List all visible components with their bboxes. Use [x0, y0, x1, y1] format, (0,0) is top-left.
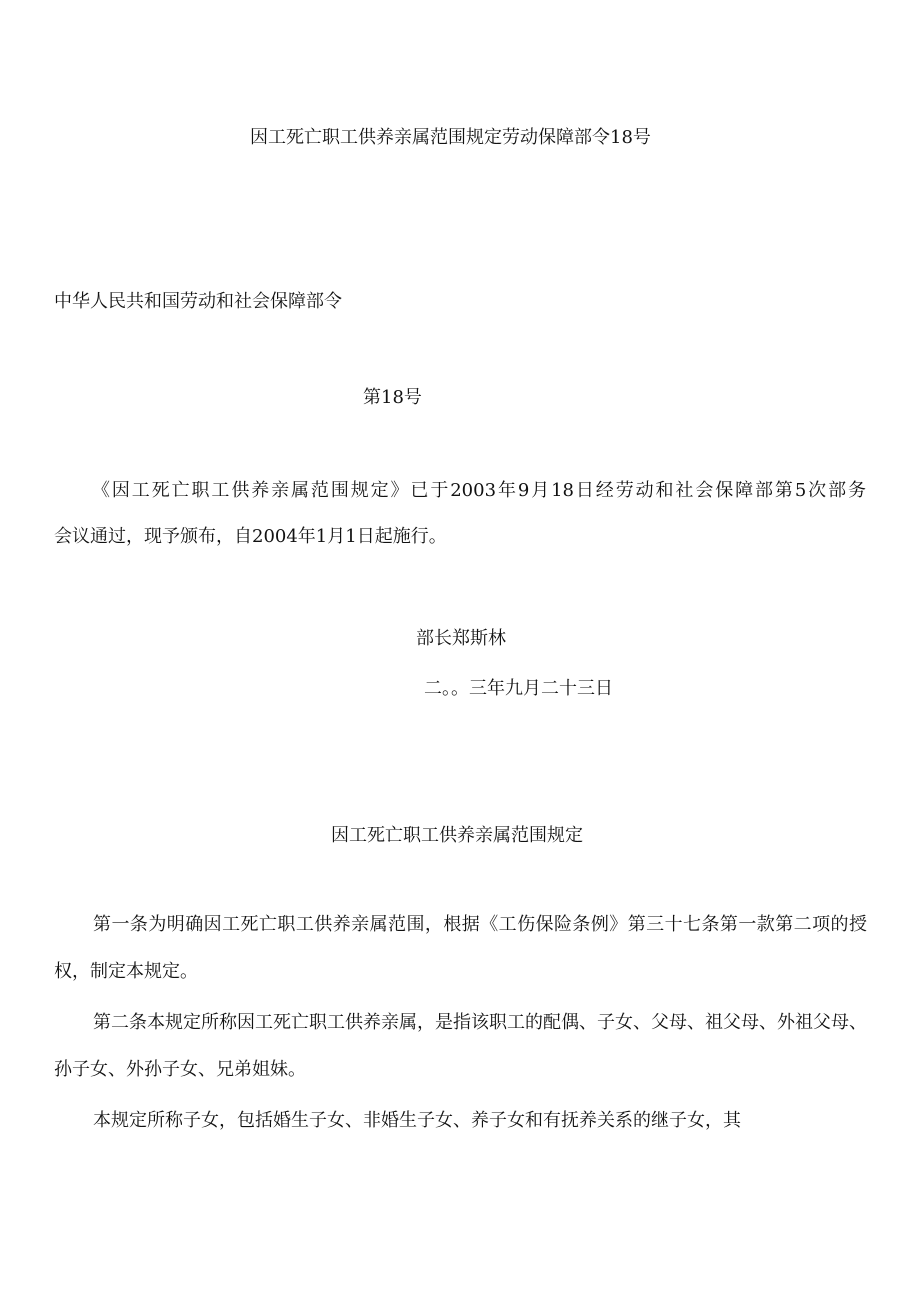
issuer-line: 中华人民共和国劳动和社会保障部令 [54, 291, 342, 312]
preamble-line-2: 会议通过，现予颁布，自2004年1月1日起施行。 [54, 526, 447, 547]
signing-date: 二。。三年九月二十三日 [424, 678, 613, 699]
article-2-paragraph-2: 本规定所称子女，包括婚生子女、非婚生子女、养子女和有抚养关系的继子女，其 [93, 1110, 741, 1131]
regulation-title: 因工死亡职工供养亲属范围规定 [331, 825, 583, 846]
article-1-line-1: 第一条为明确因工死亡职工供养亲属范围，根据《工伤保险条例》第三十七条第一款第二项的授 [93, 914, 867, 935]
minister-signature: 部长郑斯林 [416, 628, 506, 649]
document-title: 因工死亡职工供养亲属范围规定劳动保障部令18号 [250, 127, 651, 148]
article-1-line-2: 权，制定本规定。 [54, 961, 198, 982]
order-number: 第18号 [363, 387, 422, 408]
article-2-line-2: 孙子女、外孙子女、兄弟姐妹。 [54, 1059, 306, 1080]
preamble-line-1: 《因工死亡职工供养亲属范围规定》已于2003年9月18日经劳动和社会保障部第5次部务 [92, 480, 866, 501]
article-2-line-1: 第二条本规定所称因工死亡职工供养亲属，是指该职工的配偶、子女、父母、祖父母、外祖父母、 [93, 1012, 867, 1033]
